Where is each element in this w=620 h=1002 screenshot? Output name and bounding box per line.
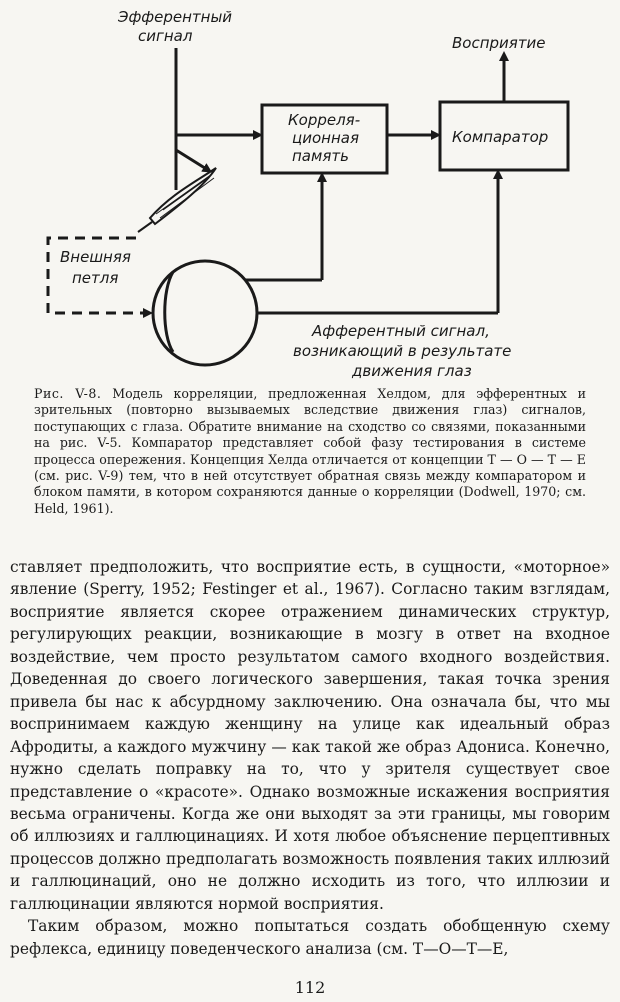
afferent-signal-label-2: возникающий в результате bbox=[293, 342, 512, 360]
figure-caption bbox=[34, 386, 586, 517]
memory-label-1: Корреля- bbox=[288, 111, 361, 129]
page-number: 112 bbox=[294, 978, 326, 997]
memory-label-3: память bbox=[292, 147, 349, 165]
perception-label: Восприятие bbox=[452, 34, 546, 52]
memory-label-2: ционная bbox=[292, 129, 359, 147]
held-correlation-diagram bbox=[0, 0, 620, 380]
paragraph-2: Таким образом, можно попытаться создать обобщенную схему рефлекса, единицу поведенческого анализа (см. Т—О—Т—Е, bbox=[10, 917, 610, 958]
paragraph-1: ставляет предположить, что восприятие есть, в сущности, «моторное» явление (Sperry, 1952; Festinger et al., 1967). Согласно таким взглядам, восприятие является скорее отражением динамических структур, регулирующих реакции, возникающие в мозгу в ответ на входное воздействие, чем просто результатом самого входного воздействия. Доведенная до своего логического завершения, такая точка зрения привела бы нас к абсурдному заключению. Она означала бы, что мы воспринимаем каждую женщину на улице как идеальный образ Афродиты, а каждого мужчину — как такой же образ Адониса. Конечно, нужно сделать поправку на то, что у зрителя существует свое представление о «красоте». Однако возможные искажения восприятия весьма ограничены. Когда же они выходят за эти границы, мы говорим об иллюзиях и галлюцинациях. И хотя любое объяснение перцептивных процессов должно предполагать возможность появления таких иллюзий и галлюцинаций, оно не должно исходить из того, что иллюзии и галлюцинации являются нормой восприятия. bbox=[10, 558, 610, 913]
external-loop-label-1: Внешняя bbox=[60, 248, 131, 266]
caption-text: Модель корреляции, предложенная Хелдом, для эфферентных и зрительных (повторно вызываемых вследствие движения глаз) сигналов, поступающих с глаза. Обратите внимание на сходство со связями, показанными на рис. V-5. Компаратор представляет собой фазу тестирования в системе процесса опережения. Концепция Хелда отличается от концепции Т — О — Т — Е (см. рис. V-9) тем, что в ней отсутствует обратная связь между компаратором и блоком памяти, в котором сохраняются данные о корреляции (Dodwell, 1970; см. Held, 1961). bbox=[34, 386, 586, 516]
body-text bbox=[10, 556, 610, 960]
efferent-to-muscle-arrow bbox=[176, 150, 208, 170]
afferent-signal-label-1: Афферентный сигнал, bbox=[312, 322, 490, 340]
efferent-signal-label-2: сигнал bbox=[138, 27, 193, 45]
afferent-signal-label-3: движения глаз bbox=[352, 362, 472, 380]
external-loop-label-2: петля bbox=[72, 269, 119, 287]
efferent-signal-label-1: Эфферентный bbox=[118, 8, 233, 26]
eye-drawing bbox=[153, 261, 257, 365]
comparator-label: Компаратор bbox=[452, 128, 549, 146]
caption-label: Рис. V-8. bbox=[34, 386, 102, 401]
